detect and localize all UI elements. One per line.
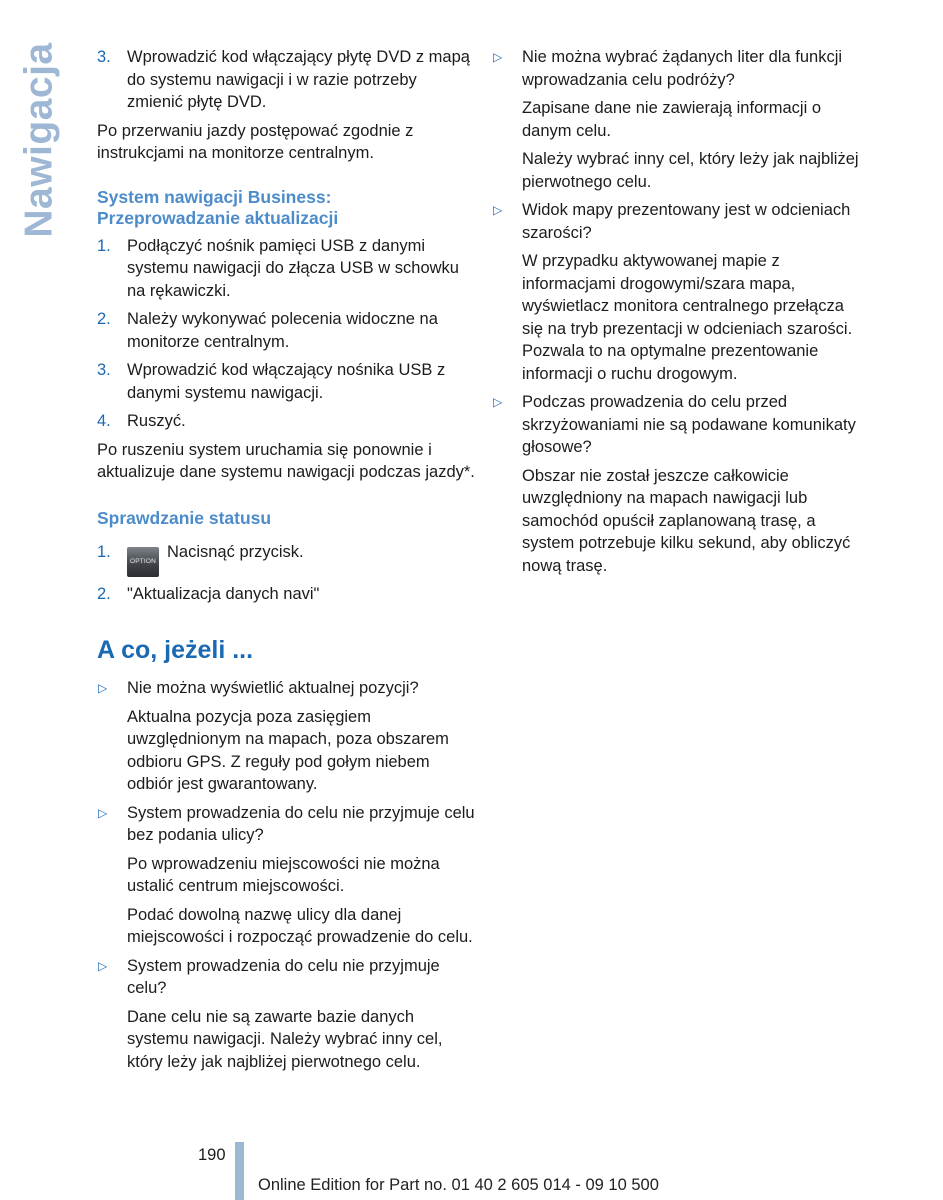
step-text: "Aktualizacja danych navi" xyxy=(127,584,320,603)
option-button-icon: OPTION xyxy=(127,547,159,577)
step-number: 3. xyxy=(97,48,111,66)
faq-question xyxy=(492,391,867,459)
business-step xyxy=(97,410,475,433)
triangle-bullet-icon: ▷ xyxy=(98,805,108,820)
question-text: Nie można wyświetlić aktualnej pozycji? xyxy=(127,679,419,697)
after-start-paragraph: Po ruszeniu system uruchamia się ponownie i aktualizuje dane systemu nawigacji podczas jazdy*. xyxy=(97,440,475,481)
triangle-bullet-icon: ▷ xyxy=(493,395,503,409)
business-step xyxy=(97,308,475,353)
faq-answer: Aktualna pozycja poza zasięgiem uwzględnionym na mapach, poza obszarem odbioru GPS. Z reguły pod gołym niebem odbiór jest gwarantowany. xyxy=(127,707,449,793)
question-text: Nie można wybrać żądanych liter dla funkcji wprowadzania celu podróży? xyxy=(522,48,843,89)
faq-question xyxy=(492,199,867,244)
business-heading: System nawigacji Business: Przeprowadzanie aktualizacji xyxy=(97,186,339,228)
step-number: 2. xyxy=(97,310,111,328)
business-step xyxy=(97,235,475,303)
faq-answer: Obszar nie został jeszcze całkowicie uwzględniony na mapach nawigacji lub samochód opuścił zaplanowaną trasę, a system potrzebuje kilku sekund, aby obliczyć nową trasę. xyxy=(522,466,851,575)
interrupt-paragraph: Po przerwaniu jazdy postępować zgodnie z instrukcjami na monitorze centralnym. xyxy=(97,121,414,162)
question-text: System prowadzenia do celu nie przyjmuje celu bez podania ulicy? xyxy=(127,803,475,844)
question-text: System prowadzenia do celu nie przyjmuje celu? xyxy=(127,956,440,997)
section-tab-label: Nawigacja xyxy=(18,41,62,238)
faq-question xyxy=(97,955,475,1000)
triangle-bullet-icon: ▷ xyxy=(493,50,503,64)
faq-answer: Podać dowolną nazwę ulicy dla danej miejscowości i rozpocząć prowadzenie do celu. xyxy=(127,905,473,946)
step-number: 3. xyxy=(97,361,111,379)
step-number: 2. xyxy=(97,584,111,603)
whatif-heading: A co, jeżeli ... xyxy=(97,636,254,664)
faq-answer: Należy wybrać inny cel, który leży jak najbliżej pierwotnego celu. xyxy=(522,150,859,191)
faq-answer: Po wprowadzeniu miejscowości nie można ustalić centrum miejscowości. xyxy=(127,854,440,895)
step-text: Ruszyć. xyxy=(127,412,186,430)
faq-question xyxy=(492,46,867,91)
section-tab xyxy=(18,42,62,237)
step-text: Należy wykonywać polecenia widoczne na monitorze centralnym. xyxy=(127,310,438,351)
faq-answer: Zapisane dane nie zawierają informacji o danym celu. xyxy=(522,99,821,140)
dvd-step xyxy=(97,46,475,114)
faq-question xyxy=(97,802,475,847)
triangle-bullet-icon: ▷ xyxy=(98,958,108,973)
right-column xyxy=(492,46,867,583)
step-number: 1. xyxy=(97,542,111,561)
triangle-bullet-icon: ▷ xyxy=(493,203,503,217)
status-heading: Sprawdzanie statusu xyxy=(97,507,272,528)
footer-bar xyxy=(235,1142,244,1200)
triangle-bullet-icon: ▷ xyxy=(98,681,108,695)
question-text: Widok mapy prezentowany jest w odcieniach szarości? xyxy=(522,201,851,242)
status-step xyxy=(97,583,475,606)
step-number: 4. xyxy=(97,412,111,430)
status-step xyxy=(97,541,475,577)
question-text: Podczas prowadzenia do celu przed skrzyżowaniami nie są podawane komunikaty głosowe? xyxy=(522,393,856,456)
step-text: Nacisnąć przycisk. xyxy=(167,542,304,561)
step-text: Wprowadzić kod włączający płytę DVD z mapą do systemu nawigacji i w razie potrzeby zmienić płytę DVD. xyxy=(127,48,470,111)
edition-footer: Online Edition for Part no. 01 40 2 605 014 - 09 10 500 xyxy=(258,1176,659,1194)
business-step xyxy=(97,359,475,404)
faq-answer: Dane celu nie są zawarte bazie danych systemu nawigacji. Należy wybrać inny cel, który leży jak najbliżej pierwotnego celu. xyxy=(127,1007,443,1071)
step-number: 1. xyxy=(97,236,111,255)
page-number: 190 xyxy=(198,1146,226,1164)
faq-question xyxy=(97,677,475,700)
faq-answer: W przypadku aktywowanej mapie z informacjami drogowymi/szara mapa, wyświetlacz monitora centralnego przełącza się na tryb prezentacji w odcieniach szarości. Pozwala to na optymalne prezentowanie informacji o ruchu drogowym. xyxy=(522,252,853,383)
left-column xyxy=(97,46,475,1079)
step-text: Podłączyć nośnik pamięci USB z danymi systemu nawigacji do złącza USB w schowku na rękawiczki. xyxy=(127,236,459,300)
step-text: Wprowadzić kod włączający nośnika USB z danymi systemu nawigacji. xyxy=(127,361,446,402)
